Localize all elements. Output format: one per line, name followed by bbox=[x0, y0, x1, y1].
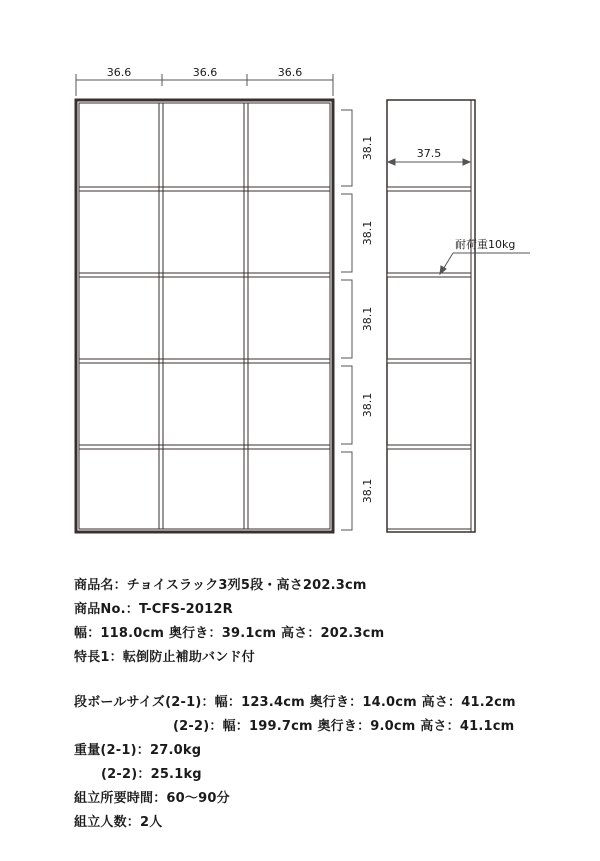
side-outer-frame bbox=[387, 100, 475, 532]
height-label-4: 38.1 bbox=[361, 392, 374, 418]
height-label-3: 38.1 bbox=[361, 306, 374, 332]
height-labels bbox=[361, 136, 374, 504]
product-name: 商品名：チョイスラック3列5段・高さ202.3cm bbox=[74, 578, 367, 593]
height-label-5: 38.1 bbox=[361, 478, 374, 504]
box-size-1: 段ボールサイズ(2-1)：幅：123.4cm 奥行き：14.0cm 高さ：41.2cm bbox=[74, 695, 516, 710]
load-label: 耐荷重10kg bbox=[455, 238, 516, 251]
width-label-2: 36.6 bbox=[192, 66, 218, 79]
height-label-1: 38.1 bbox=[361, 135, 374, 161]
load-callout bbox=[440, 253, 530, 274]
product-dimensions: 幅：118.0cm 奥行き：39.1cm 高さ：202.3cm bbox=[74, 626, 385, 641]
assembly-people: 組立人数：2人 bbox=[74, 815, 163, 830]
width-label-1: 36.6 bbox=[106, 66, 132, 79]
assembly-time: 組立所要時間：60〜90分 bbox=[74, 791, 230, 806]
product-feature: 特長1：転倒防止補助バンド付 bbox=[74, 650, 255, 665]
vertical-dividers bbox=[159, 103, 248, 529]
side-view bbox=[387, 100, 475, 532]
weight-1: 重量(2-1)：27.0kg bbox=[74, 743, 202, 758]
front-view bbox=[76, 100, 333, 532]
product-number: 商品No.：T-CFS-2012R bbox=[74, 602, 233, 617]
height-label-2: 38.1 bbox=[361, 220, 374, 246]
weight-2: (2-2)：25.1kg bbox=[101, 767, 202, 782]
depth-label: 37.5 bbox=[416, 147, 442, 160]
front-outer-frame bbox=[76, 100, 333, 532]
front-inner-frame bbox=[79, 103, 330, 529]
box-size-2: (2-2)：幅：199.7cm 奥行き：9.0cm 高さ：41.1cm bbox=[173, 719, 515, 734]
height-dimensions bbox=[341, 110, 352, 530]
width-label-3: 36.6 bbox=[277, 66, 303, 79]
horizontal-shelves bbox=[79, 187, 330, 449]
